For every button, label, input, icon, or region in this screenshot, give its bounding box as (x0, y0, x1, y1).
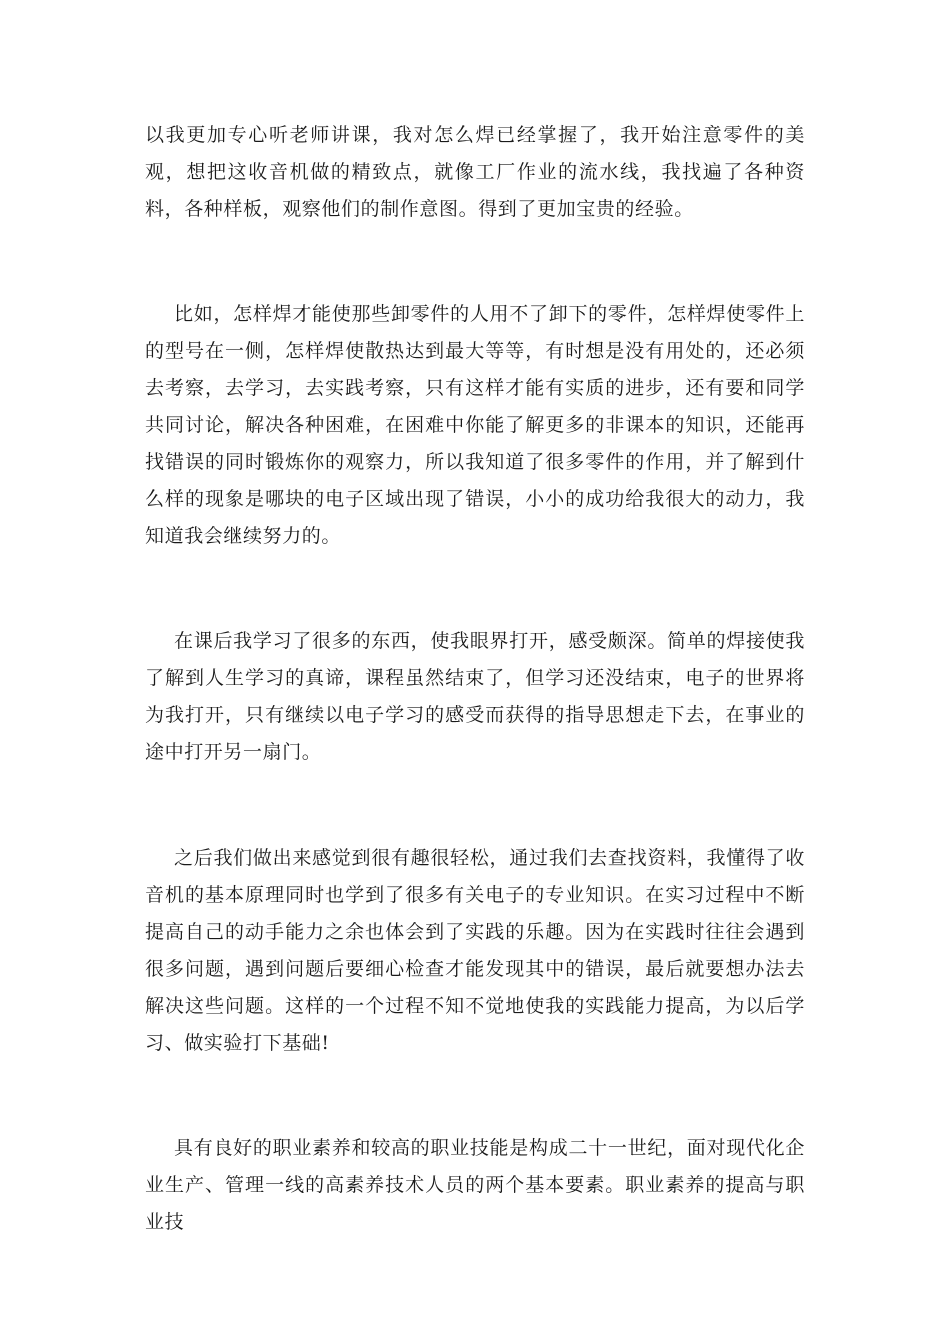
paragraph-after-class: 在课后我学习了很多的东西，使我眼界打开，感受颇深。简单的焊接使我了解到人生学习的真谛，课程虽然结束了，但学习还没结束，电子的世界将为我打开，只有继续以电子学习的感受而获得的指导思想走下去，在事业的途中打开另一扇门。 (145, 630, 805, 763)
paragraph-radio-principles: 之后我们做出来感觉到很有趣很轻松，通过我们去查找资料，我懂得了收音机的基本原理同时也学到了很多有关电子的专业知识。在实习过程中不断提高自己的动手能力之余也体会到了实践的乐趣。因为在实践时往往会遇到很多问题，遇到问题后要细心检查才能发现其中的错误，最后就要想办法去解决这些问题。这样的一个过程不知不觉地使我的实践能力提高，为以后学习、做实验打下基础! (145, 847, 805, 1054)
paragraph-professional-quality: 具有良好的职业素养和较高的职业技能是构成二十一世纪，面对现代化企业生产、管理一线的高素养技术人员的两个基本要素。职业素养的提高与职业技 (145, 1137, 805, 1233)
paragraph-soldering-details: 比如，怎样焊才能使那些卸零件的人用不了卸下的零件，怎样焊使零件上的型号在一侧，怎样焊使散热达到最大等等，有时想是没有用处的，还必须去考察，去学习，去实践考察，只有这样才能有实质的进步，还有要和同学共同讨论，解决各种困难，在困难中你能了解更多的非课本的知识，还能再找错误的同时锻炼你的观察力，所以我知道了很多零件的作用，并了解到什么样的现象是哪块的电子区域出现了错误，小小的成功给我很大的动力，我知道我会继续努力的。 (145, 303, 805, 547)
paragraph-continued: 以我更加专心听老师讲课，我对怎么焊已经掌握了，我开始注意零件的美观，想把这收音机做的精致点，就像工厂作业的流水线，我找遍了各种资料，各种样板，观察他们的制作意图。得到了更加宝贵的经验。 (145, 124, 805, 220)
